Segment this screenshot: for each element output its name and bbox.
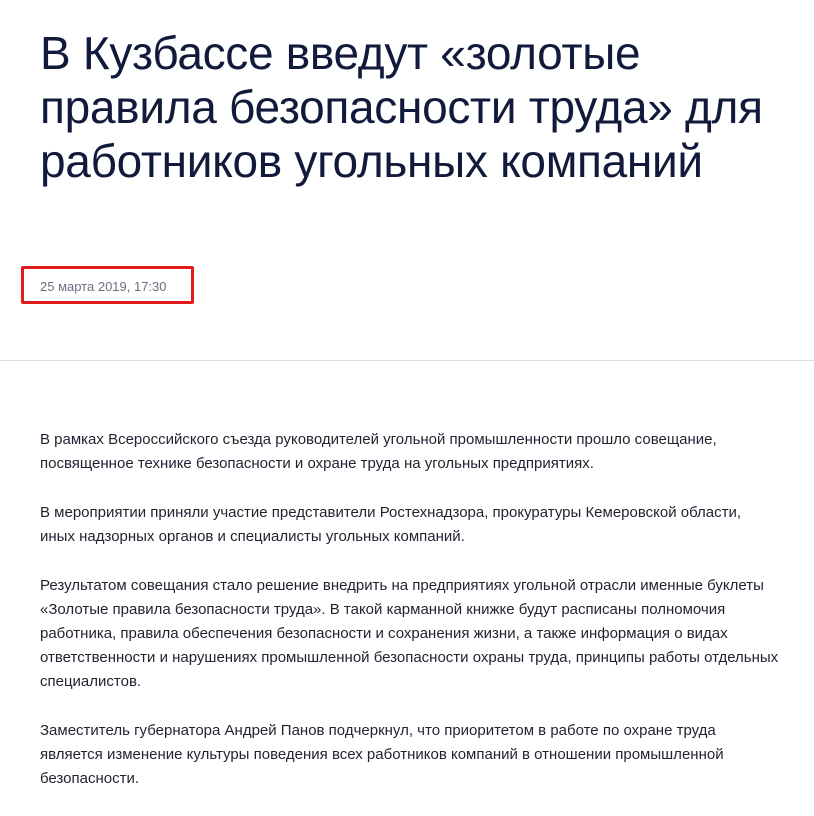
article-paragraph: Результатом совещания стало решение внедрить на предприятиях угольной отрасли именные буклеты «Золотые правила безопасности труда». В такой карманной книжке будут расписаны полномочия работника, правила обеспечения безопасности и сохранения жизни, а также информация о видах ответственности и нарушениях промышленной безопасности охраны труда, принципы работы отдельных специалистов. [40,577,779,690]
publication-date: 25 марта 2019, 17:30 [40,279,167,294]
article-title: В Кузбассе введут «золотые правила безопасности труда» для работников угольных компаний [40,27,763,187]
header-divider [0,360,814,361]
article-paragraph: В мероприятии приняли участие представители Ростехнадзора, прокуратуры Кемеровской области, иных надзорных органов и специалисты угольных компаний. [40,504,742,545]
article-body [40,428,780,816]
article-paragraph: В рамках Всероссийского съезда руководителей угольной промышленности прошло совещание, посвященное технике безопасности и охране труда на угольных предприятиях. [40,431,717,472]
article-paragraph: Заместитель губернатора Андрей Панов подчеркнул, что приоритетом в работе по охране труда является изменение культуры поведения всех работников компаний в отношении промышленной безопасности. [40,722,724,787]
